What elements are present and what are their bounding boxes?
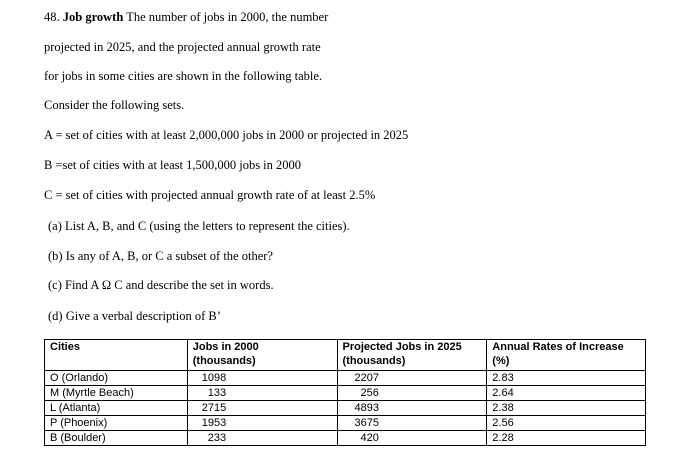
cell-jobs-2000: 133 <box>187 386 337 401</box>
set-a-definition: A = set of cities with at least 2,000,000 jobs in 2000 or projected in 2025 <box>44 128 409 142</box>
problem-intro-text-1: The number of jobs in 2000, the number <box>126 10 329 24</box>
header-cities: Cities <box>45 340 188 371</box>
cell-city: B (Boulder) <box>45 431 188 446</box>
job-growth-table-container <box>44 339 646 446</box>
table-row <box>45 401 646 416</box>
cell-rate: 2.64 <box>487 386 646 401</box>
cell-jobs-2025: 420 <box>337 431 487 446</box>
cell-jobs-2025: 256 <box>337 386 487 401</box>
cell-jobs-2025: 3675 <box>337 416 487 431</box>
part-d-question: (d) Give a verbal description of B’ <box>48 309 221 323</box>
cell-rate: 2.56 <box>487 416 646 431</box>
header-jobs-2025: Projected Jobs in 2025 (thousands) <box>337 340 487 371</box>
problem-intro-line-3: for jobs in some cities are shown in the following table. <box>44 69 323 83</box>
cell-city: O (Orlando) <box>45 371 188 386</box>
cell-jobs-2000: 233 <box>187 431 337 446</box>
problem-intro-line-4: Consider the following sets. <box>44 98 185 112</box>
problem-intro-line-2: projected in 2025, and the projected annual growth rate <box>44 40 321 54</box>
cell-city: L (Atlanta) <box>45 401 188 416</box>
cell-jobs-2025: 4893 <box>337 401 487 416</box>
part-a-question: (a) List A, B, and C (using the letters to represent the cities). <box>48 219 350 233</box>
header-jobs-2000: Jobs in 2000 (thousands) <box>187 340 337 371</box>
job-growth-table <box>44 339 646 446</box>
cell-rate: 2.83 <box>487 371 646 386</box>
set-b-definition: B =set of cities with at least 1,500,000 jobs in 2000 <box>44 158 302 172</box>
table-row <box>45 386 646 401</box>
table-row <box>45 431 646 446</box>
part-c-question: (c) Find A Ω C and describe the set in words. <box>48 278 274 292</box>
part-b-question: (b) Is any of A, B, or C a subset of the other? <box>48 249 273 263</box>
cell-city: M (Myrtle Beach) <box>45 386 188 401</box>
set-c-definition: C = set of cities with projected annual growth rate of at least 2.5% <box>44 188 376 202</box>
table-row <box>45 371 646 386</box>
problem-intro-line-1 <box>44 9 328 25</box>
cell-jobs-2000: 2715 <box>187 401 337 416</box>
table-header-row <box>45 340 646 371</box>
problem-number: 48. <box>44 10 60 24</box>
cell-jobs-2025: 2207 <box>337 371 487 386</box>
header-annual-rate: Annual Rates of Increase (%) <box>487 340 646 371</box>
cell-rate: 2.28 <box>487 431 646 446</box>
cell-rate: 2.38 <box>487 401 646 416</box>
cell-jobs-2000: 1953 <box>187 416 337 431</box>
problem-title: Job growth <box>62 10 124 24</box>
table-row <box>45 416 646 431</box>
cell-jobs-2000: 1098 <box>187 371 337 386</box>
cell-city: P (Phoenix) <box>45 416 188 431</box>
